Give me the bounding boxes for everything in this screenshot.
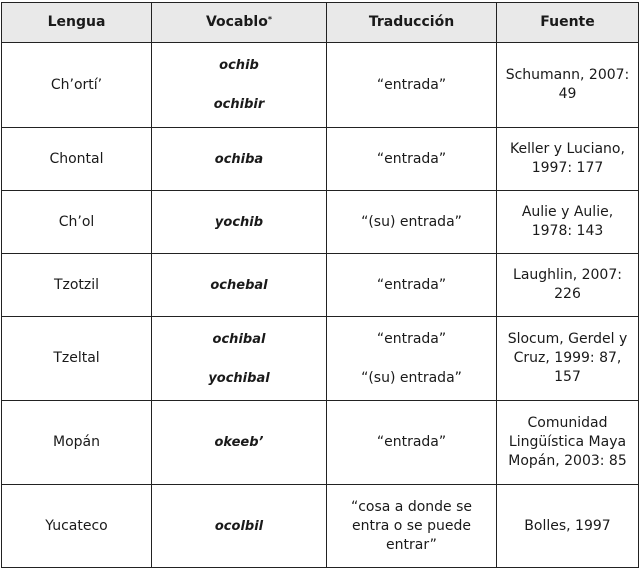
table-row — [2, 254, 639, 317]
cell-traduccion: “entrada” — [327, 128, 497, 191]
cell-fuente: Comunidad Lingüística Maya Mopán, 2003: 85 — [497, 401, 639, 485]
cell-traduccion: “entrada” — [327, 401, 497, 485]
cell-traduccion: “cosa a donde se entra o se puede entrar” — [327, 485, 497, 568]
table-row — [2, 128, 639, 191]
cell-vocablo: yochib — [152, 191, 327, 254]
vocablo-entry: ochibal — [212, 331, 266, 347]
cell-lengua: Ch’ortí’ — [2, 43, 152, 128]
table-row — [2, 43, 639, 128]
cell-vocablo — [152, 43, 327, 128]
cell-lengua: Tzotzil — [2, 254, 152, 317]
cell-lengua: Yucateco — [2, 485, 152, 568]
traduccion-entry: “entrada” — [376, 330, 447, 347]
vocabulary-table — [1, 2, 639, 568]
cell-lengua: Tzeltal — [2, 317, 152, 401]
cell-traduccion: “entrada” — [327, 43, 497, 128]
cell-traduccion: “(su) entrada” — [327, 191, 497, 254]
vocablo-entry: ochib — [219, 58, 259, 73]
cell-lengua: Ch’ol — [2, 191, 152, 254]
header-fuente: Fuente — [497, 3, 639, 43]
vocablo-entry: yochibal — [208, 370, 270, 386]
cell-fuente: Laughlin, 2007: 226 — [497, 254, 639, 317]
header-vocablo — [152, 3, 327, 43]
table-row — [2, 401, 639, 485]
cell-lengua: Mopán — [2, 401, 152, 485]
cell-fuente: Keller y Luciano, 1997: 177 — [497, 128, 639, 191]
header-lengua: Lengua — [2, 3, 152, 43]
table-row — [2, 485, 639, 568]
cell-fuente: Aulie y Aulie, 1978: 143 — [497, 191, 639, 254]
cell-fuente: Bolles, 1997 — [497, 485, 639, 568]
cell-fuente: Slocum, Gerdel y Cruz, 1999: 87, 157 — [497, 317, 639, 401]
cell-traduccion — [327, 317, 497, 401]
header-traduccion: Traducción — [327, 3, 497, 43]
cell-vocablo: ocolbil — [152, 485, 327, 568]
vocablo-entry: ochibir — [213, 97, 265, 112]
table-header-row — [2, 3, 639, 43]
table-row — [2, 191, 639, 254]
cell-lengua: Chontal — [2, 128, 152, 191]
footnote-marker: * — [267, 15, 273, 24]
header-vocablo-label: Vocablo — [205, 14, 268, 30]
cell-vocablo: ochiba — [152, 128, 327, 191]
cell-vocablo — [152, 317, 327, 401]
table-row — [2, 317, 639, 401]
cell-vocablo: ochebal — [152, 254, 327, 317]
cell-fuente: Schumann, 2007: 49 — [497, 43, 639, 128]
cell-vocablo: okeeb’ — [152, 401, 327, 485]
cell-traduccion: “entrada” — [327, 254, 497, 317]
traduccion-entry: “(su) entrada” — [361, 369, 462, 386]
